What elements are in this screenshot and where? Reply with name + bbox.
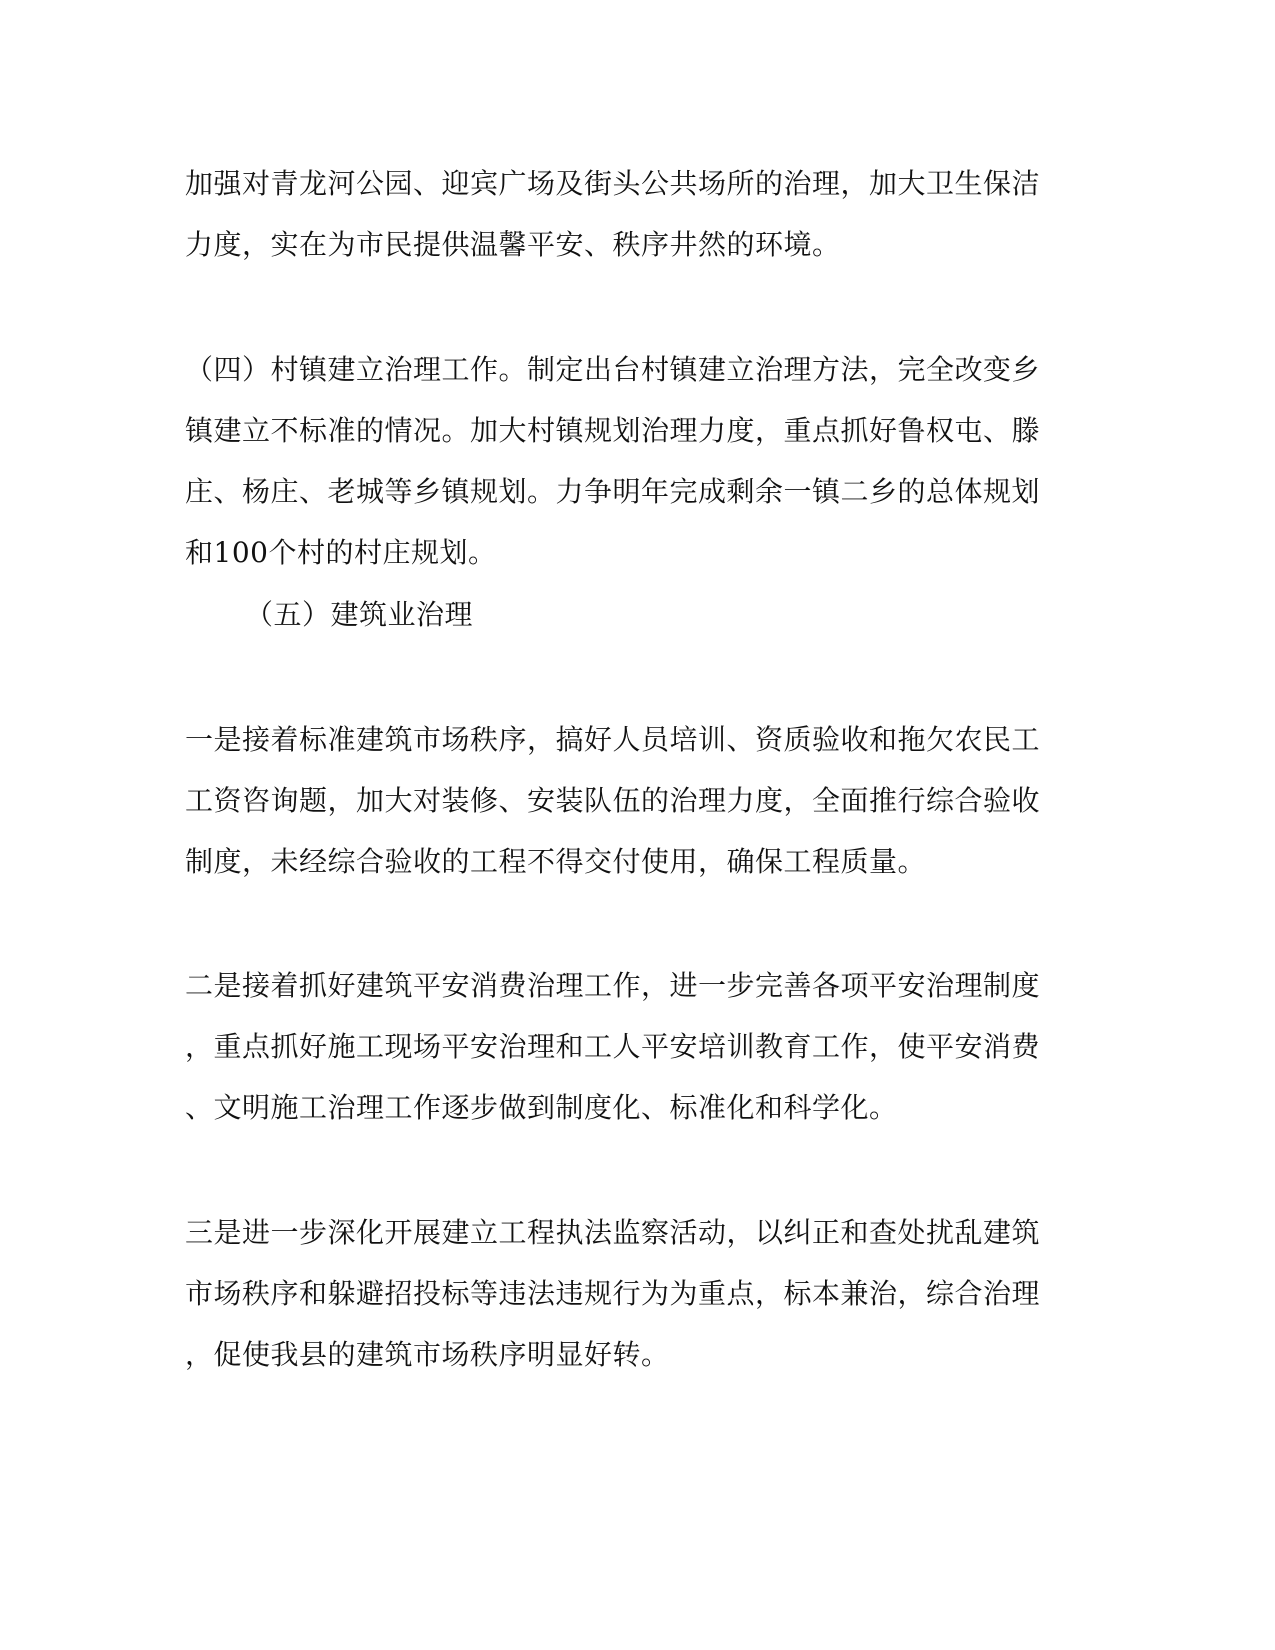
paragraph-1-line-2: 力度，实在为市民提供温馨平安、秩序井然的环境。 bbox=[185, 228, 841, 261]
paragraph-2-line-2: 镇建立不标准的情况。加大村镇规划治理力度，重点抓好鲁权屯、滕 bbox=[185, 414, 1041, 447]
paragraph-3-line-3: 制度，未经综合验收的工程不得交付使用，确保工程质量。 bbox=[185, 845, 927, 878]
paragraph-4-line-2: ，重点抓好施工现场平安治理和工人平安培训教育工作，使平安消费 bbox=[185, 1030, 1041, 1063]
section-heading: （五）建筑业治理 bbox=[245, 598, 474, 631]
paragraph-3-line-2: 工资咨询题，加大对装修、安装队伍的治理力度，全面推行综合验收 bbox=[185, 784, 1041, 817]
paragraph-5-line-3: ，促使我县的建筑市场秩序明显好转。 bbox=[185, 1338, 670, 1371]
paragraph-3-line-1: 一是接着标准建筑市场秩序，搞好人员培训、资质验收和拖欠农民工 bbox=[185, 723, 1041, 756]
paragraph-2-line-1: （四）村镇建立治理工作。制定出台村镇建立治理方法，完全改变乡 bbox=[185, 353, 1041, 386]
paragraph-5-line-1: 三是进一步深化开展建立工程执法监察活动，以纠正和查处扰乱建筑 bbox=[185, 1216, 1041, 1249]
paragraph-5-line-2: 市场秩序和躲避招投标等违法违规行为为重点，标本兼治，综合治理 bbox=[185, 1277, 1041, 1310]
paragraph-4-line-1: 二是接着抓好建筑平安消费治理工作，进一步完善各项平安治理制度 bbox=[185, 969, 1041, 1002]
paragraph-4-line-3: 、文明施工治理工作逐步做到制度化、标准化和科学化。 bbox=[185, 1091, 898, 1124]
paragraph-1-line-1: 加强对青龙河公园、迎宾广场及街头公共场所的治理，加大卫生保洁 bbox=[185, 167, 1041, 200]
paragraph-2-line-3: 庄、杨庄、老城等乡镇规划。力争明年完成剩余一镇二乡的总体规划 bbox=[185, 475, 1041, 508]
paragraph-2-line-4: 和100个村的村庄规划。 bbox=[185, 536, 497, 569]
